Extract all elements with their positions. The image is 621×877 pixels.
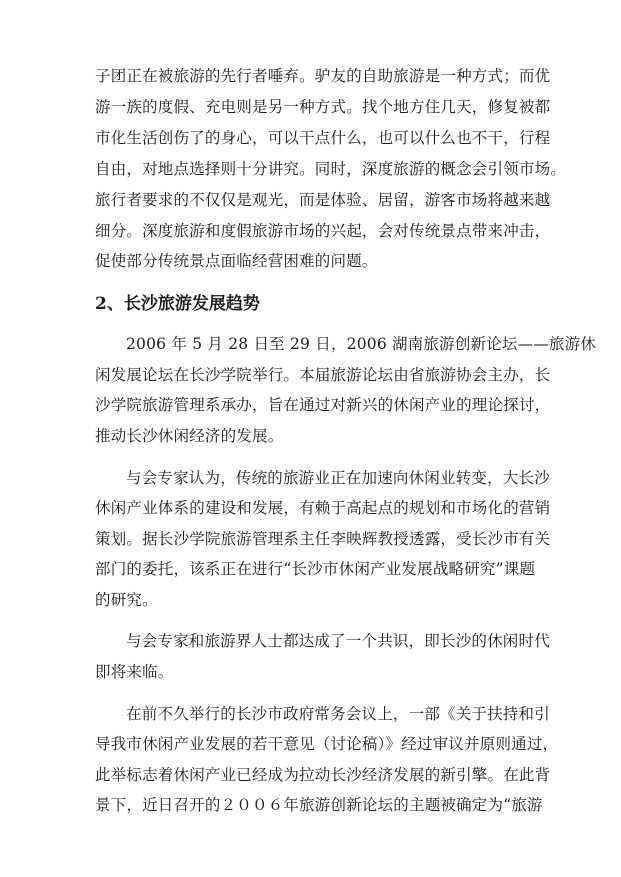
text-line: 游一族的度假、充电则是另一种方式。找个地方住几天，修复被都: [95, 98, 551, 116]
text-line: 即将来临。: [95, 663, 174, 681]
text-line: 休闲产业体系的建设和发展，有赖于高起点的规划和市场化的营销: [95, 499, 551, 517]
text-line: 策划。据长沙学院旅游管理系主任李映辉教授透露，受长沙市有关: [95, 530, 551, 548]
text-line: 促使部分传统景点面临经营困难的问题。: [95, 252, 378, 270]
text-line: 在前不久举行的长沙市政府常务会议上，一部《关于扶持和引: [126, 705, 550, 723]
text-line: 细分。深度旅游和度假旅游市场的兴起，会对传统景点带来冲击，: [95, 222, 551, 240]
text-line: 沙学院旅游管理系承办，旨在通过对新兴的休闲产业的理论探讨，: [95, 396, 551, 414]
text-line: 2006 年 5 月 28 日至 29 日，2006 湖南旅游创新论坛——旅游休: [126, 335, 597, 353]
text-line: 部门的委托，该系正在进行“长沙市休闲产业发展战略研究”课题: [95, 560, 536, 578]
text-line: 与会专家和旅游界人士都达成了一个共识，即长沙的休闲时代: [126, 632, 550, 650]
text-line: 导我市休闲产业发展的若干意见（讨论稿）》经过审议并原则通过，: [95, 735, 559, 753]
text-line: 推动长沙休闲经济的发展。: [95, 427, 284, 445]
text-line: 旅行者要求的不仅仅是观光，而是体验、居留，游客市场将越来越: [95, 191, 551, 209]
text-line: 闲发展论坛在长沙学院举行。本届旅游论坛由省旅游协会主办，长: [95, 366, 551, 384]
text-line: 市化生活创伤了的身心，可以干点什么，也可以什么也不干，行程: [95, 129, 551, 147]
text-line: 子团正在被旅游的先行者唾弃。驴友的自助旅游是一种方式；而优: [95, 67, 551, 85]
section-heading: 2、长沙旅游发展趋势: [95, 294, 260, 314]
text-line: 景下，近日召开的２００６年旅游创新论坛的主题被确定为“旅游: [95, 796, 543, 814]
text-line: 的研究。: [95, 591, 158, 609]
text-line: 自由，对地点选择则十分讲究。同时，深度旅游的概念会引领市场。: [95, 160, 567, 178]
text-line: 此举标志着休闲产业已经成为拉动长沙经济发展的新引擎。在此背: [95, 766, 551, 784]
text-line: 与会专家认为，传统的旅游业正在加速向休闲业转变，大长沙: [126, 469, 550, 487]
